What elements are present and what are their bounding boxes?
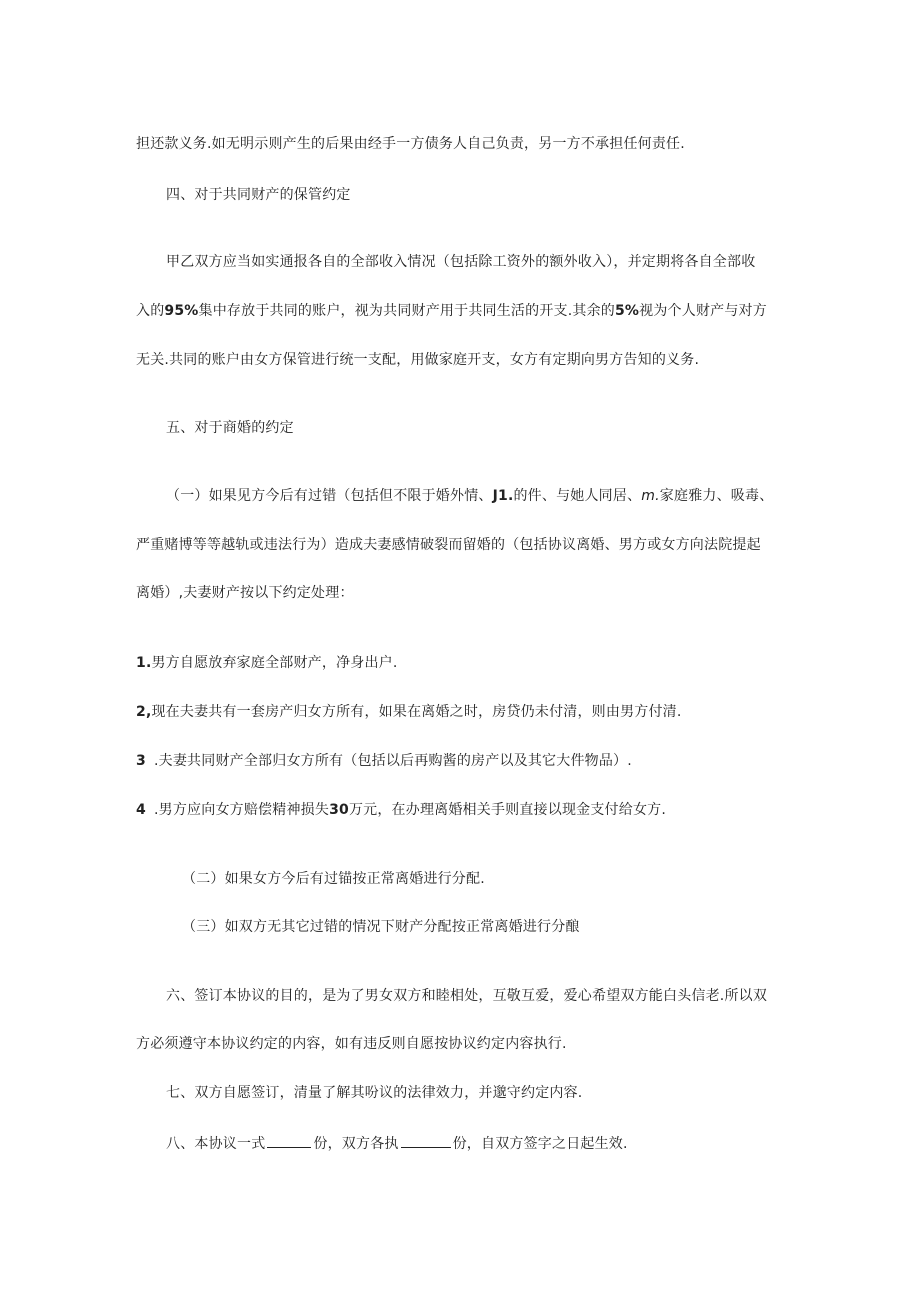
text: 男方自愿放弃家庭全部财产，净身出户.	[151, 655, 398, 671]
percent-95: 95%	[164, 303, 199, 319]
list-number: 3	[136, 753, 146, 769]
text: 无关.共同的账户由女方保管进行统一支配，用做家庭开支，女方有定期向男方告知的义务.	[136, 352, 700, 368]
paragraph-debt-tail	[136, 134, 685, 154]
text: 六、签订本协议的目的，是为了男女双方和睦相处，互敬互爱，爱心希望双方能白头信老.所以双	[166, 988, 768, 1004]
text: .夫妻共同财产全部归女方所有（包括以后再购酱的房产以及其它大件物品）.	[154, 753, 632, 769]
list-number: 1.	[136, 655, 152, 671]
section-6-line-1	[166, 986, 767, 1006]
text: 份，自双方签字之日起生效.	[452, 1136, 628, 1152]
text: 万元，在办理离婚相关手则直接以现金支付给女方.	[348, 802, 667, 818]
text: 现在夫妻共有一套房产归女方所有，如果在离婚之时，房贷仍未付清，则由男方付清.	[151, 704, 682, 720]
amount: 30	[329, 802, 349, 818]
clause-1-line-2	[136, 535, 761, 555]
text: 七、双方自愿签订，清量了解其吩议的法律效力，并邈守约定内容.	[166, 1085, 583, 1101]
text: （二）如果女方今后有过锚按正常离婚进行分配.	[182, 871, 485, 887]
text: 家庭雅力、吸毒、	[659, 488, 774, 504]
section-4-paragraph-line-1	[166, 252, 755, 272]
text: （一）如果见方今后有过错（包括但不限于婚外情、	[166, 488, 493, 504]
text: 五、对于商婚的约定	[166, 420, 294, 436]
text: 担还款义务.如无明示则产生的后果由经手一方债务人自己负责，另一方不承担任何责任.	[136, 136, 685, 152]
text-m: m.	[641, 488, 660, 504]
text: 四、对于共同财产的保管约定	[166, 187, 351, 203]
section-7	[166, 1083, 582, 1103]
section-4-paragraph-line-3	[136, 350, 699, 370]
text: 严重赌博等等越轨或违法行为）造成夫妻感情破裂而留婚的（包括协议离婚、男方或女方向法院提起	[136, 537, 761, 553]
section-8	[166, 1132, 628, 1154]
percent-5: 5%	[614, 303, 640, 319]
text: 份，双方各执	[313, 1136, 399, 1152]
list-number: 4	[136, 802, 146, 818]
list-item-1	[136, 653, 398, 673]
text: 的件、与她人同居、	[513, 488, 642, 504]
text: 入的	[136, 303, 165, 319]
list-number: 2,	[136, 704, 152, 720]
text: 八、本协议一式	[166, 1136, 266, 1152]
clause-2	[182, 869, 485, 889]
text: 视为个人财产与对方	[639, 303, 767, 319]
section-4-title	[166, 185, 351, 205]
text: 甲乙双方应当如实通报各自的全部收入情况（包括除工资外的额外收入），并定期将各自全部收	[166, 254, 756, 270]
copies-blank	[267, 1132, 311, 1148]
text: 离婚）,夫妻财产按以下约定处理：	[136, 585, 354, 601]
text: （三）如双方无其它过错的情况下财产分配按正常离婚进行分酿	[182, 919, 580, 935]
text: 方必须遵守本协议约定的内容，如有违反则自愿按协议约定内容执行.	[136, 1036, 567, 1052]
section-6-line-2	[136, 1034, 567, 1054]
section-5-title	[166, 418, 294, 438]
text: 集中存放于共同的账户，视为共同财产用于共同生活的开支.其余的	[198, 303, 615, 319]
section-4-paragraph-line-2	[136, 301, 767, 321]
clause-1-line-3	[136, 583, 354, 603]
list-item-4	[136, 800, 666, 820]
clause-1-line-1	[166, 486, 773, 506]
list-item-2	[136, 702, 682, 722]
each-party-blank	[401, 1132, 451, 1148]
list-item-3	[136, 751, 632, 771]
text-j1: J1.	[492, 488, 514, 504]
clause-3	[182, 917, 580, 937]
text: .男方应向女方赔偿精神损失	[154, 802, 330, 818]
